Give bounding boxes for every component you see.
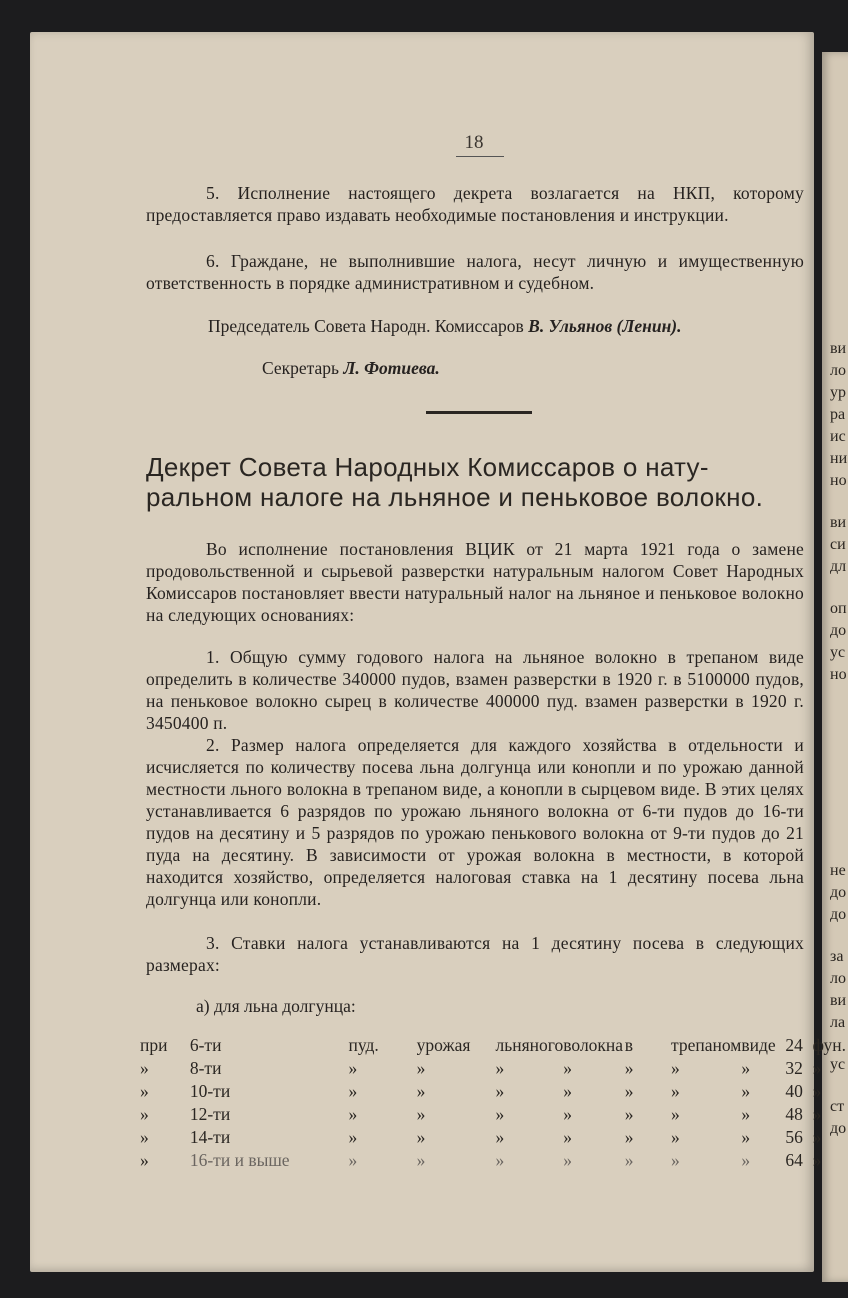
table-cell: » (348, 1104, 358, 1124)
adjacent-page-fragment: до (830, 884, 847, 901)
adjacent-page-fragment: ур (830, 384, 846, 401)
adjacent-page-fragment: ни (830, 450, 848, 467)
adjacent-page-fragment: оп (830, 600, 847, 617)
clause-1-paragraph: 1. Общую сумму годового налога на льняное волокно в трепаном виде определить в количестве 340000 пудов, взамен разверстки в 1920 г. в 5100000 пудов, на пеньковое волокно сырец в количестве 400000 пуд. взамен разверстки в 1920 г. 3450400 п. (146, 647, 804, 733)
table-cell: » (624, 1150, 634, 1170)
table-cell: » (495, 1104, 505, 1124)
table-cell: 40 (785, 1081, 803, 1101)
adjacent-page-fragment: ви (830, 340, 847, 357)
adjacent-page-fragment: дл (830, 558, 847, 575)
table-cell: 14-ти (189, 1127, 231, 1147)
table-cell: » (812, 1150, 822, 1170)
clause-2-paragraph: 2. Размер налога определяется для каждого хозяйства в отдельности и исчисляется по количеству посева льна долгунца или конопли и по урожаю данной местности льного волокна в трепаном виде, а конопли в сырцевом виде. В этих целях устанавливается 6 разрядов по урожаю льняного волокна от 6-ти пудов до 16-ти пудов на десятину и 5 разрядов по урожаю пенькового волокна от 9-ти пудов до 21 пуда на десятину. В зависимости от урожая волокна в местности, в которой находится хозяйство, определяется налоговая ставка на 1 десятину посева льна долгунца или конопли. (146, 735, 804, 909)
table-cell: » (140, 1127, 149, 1147)
table-cell: » (741, 1127, 751, 1147)
table-cell: » (624, 1104, 634, 1124)
table-cell: » (495, 1081, 505, 1101)
table-cell: » (563, 1127, 573, 1147)
adjacent-page-fragment: ви (830, 992, 847, 1009)
adjacent-page-fragment: ви (830, 514, 847, 531)
decree-heading (146, 452, 812, 512)
table-cell: » (140, 1081, 149, 1101)
table-cell: » (624, 1058, 634, 1078)
table-cell: » (348, 1058, 358, 1078)
page-number: 18 (464, 132, 484, 153)
table-cell: » (624, 1081, 634, 1101)
table-cell: » (563, 1081, 573, 1101)
heading-line-2: ральном налоге на льняное и пеньковое волокно. (146, 482, 764, 512)
table-cell: » (812, 1104, 822, 1124)
chairman-title: Председатель Совета Народн. Комиссаров (208, 316, 524, 336)
table-cell: » (348, 1081, 358, 1101)
table-cell: 12-ти (189, 1104, 231, 1124)
table-cell: » (671, 1081, 680, 1101)
table-cell: 32 (785, 1058, 803, 1078)
table-cell: » (741, 1081, 751, 1101)
paragraph-6: 6. Граждане, не выполнившие налога, несут личную и имущественную ответственность в порядке административном и судебном. (146, 251, 804, 293)
table-cell: » (812, 1081, 822, 1101)
table-cell: 64 (785, 1150, 803, 1170)
table-row (140, 1034, 848, 1057)
paragraph-5: 5. Исполнение настоящего декрета возлагается на НКП, которому предоставляется право издавать необходимые постановления и инструкции. (146, 183, 804, 225)
adjacent-page-fragment: ус (830, 1056, 846, 1073)
adjacent-page-fragment: ра (830, 406, 846, 423)
preamble-paragraph: Во исполнение постановления ВЦИК от 21 марта 1921 года о замене продовольственной и сырьевой разверстки натуральным налогом Совет Народных Комиссаров постановляет ввести натуральный налог на льняное и пеньковое волокно на следующих основаниях: (146, 539, 804, 625)
chairman-name: В. Ульянов (Ленин). (528, 316, 682, 336)
table-row (140, 1149, 848, 1172)
section-divider (426, 411, 532, 414)
table-cell: » (563, 1104, 573, 1124)
adjacent-page-fragment: ло (830, 362, 846, 379)
table-row (140, 1057, 848, 1080)
adjacent-page-fragment: ло (830, 970, 846, 987)
table-cell: 24 (785, 1035, 803, 1055)
table-cell: виде (741, 1035, 776, 1055)
adjacent-page-fragment: си (830, 536, 846, 553)
table-cell: » (741, 1104, 751, 1124)
secretary-title: Секретарь (262, 358, 340, 378)
table-cell: » (140, 1058, 149, 1078)
table-cell: » (671, 1150, 680, 1170)
table-cell: 56 (785, 1127, 803, 1147)
table-cell: » (624, 1127, 634, 1147)
adjacent-page-fragment: за (830, 948, 844, 965)
adjacent-page-fragment: ус (830, 644, 846, 661)
table-cell: » (348, 1127, 358, 1147)
table-cell: » (416, 1081, 426, 1101)
table-cell: урожая (416, 1035, 471, 1055)
table-cell: » (348, 1150, 358, 1170)
table-cell: » (140, 1150, 149, 1170)
table-cell: 16-ти и выше (189, 1150, 290, 1170)
table-cell: » (671, 1058, 680, 1078)
table-cell: при (140, 1035, 168, 1055)
table-cell: » (671, 1127, 680, 1147)
secretary-name: Л. Фотиева. (343, 358, 440, 378)
table-cell: » (416, 1127, 426, 1147)
table-cell: » (416, 1104, 426, 1124)
table-row (140, 1126, 848, 1149)
tax-rates-table (140, 1034, 848, 1172)
table-cell: » (741, 1150, 751, 1170)
table-cell: фун. (812, 1035, 847, 1055)
table-cell: льняного (495, 1035, 564, 1055)
adjacent-page-fragment: ст (830, 1098, 845, 1115)
table-cell: » (495, 1127, 505, 1147)
table-cell: » (495, 1150, 505, 1170)
table-cell: » (741, 1058, 751, 1078)
table-cell: 10-ти (189, 1081, 231, 1101)
table-cell: волокна (563, 1035, 624, 1055)
table-cell: в (624, 1035, 633, 1055)
adjacent-page-fragment: ис (830, 428, 846, 445)
adjacent-page-fragment: не (830, 862, 846, 879)
clause-3-paragraph: 3. Ставки налога устанавливаются на 1 десятину посева в следующих размерах: (146, 933, 804, 975)
signature-chairman (208, 316, 682, 337)
adjacent-page-fragment: но (830, 666, 847, 683)
table-cell: » (416, 1058, 426, 1078)
table-cell: 8-ти (189, 1058, 222, 1078)
table-cell: » (671, 1104, 680, 1124)
page-number-underline (456, 156, 504, 157)
heading-line-1: Декрет Совета Народных Комиссаров о нату- (146, 452, 709, 482)
adjacent-page-fragment: но (830, 472, 847, 489)
signature-secretary (262, 358, 440, 379)
adjacent-page-fragment: до (830, 906, 847, 923)
adjacent-page-fragment: до (830, 622, 847, 639)
table-cell: » (140, 1104, 149, 1124)
adjacent-page-fragment: до (830, 1120, 847, 1137)
table-cell: » (495, 1058, 505, 1078)
table-cell: пуд. (348, 1035, 379, 1055)
table-cell: » (563, 1058, 573, 1078)
table-row (140, 1080, 848, 1103)
adjacent-page-fragment: ла (830, 1014, 846, 1031)
table-cell: трепаном (671, 1035, 742, 1055)
table-cell: » (563, 1150, 573, 1170)
table-cell: 6-ти (189, 1035, 222, 1055)
table-cell: » (812, 1127, 822, 1147)
flax-subheading: а) для льна долгунца: (196, 996, 356, 1016)
table-cell: » (416, 1150, 426, 1170)
table-cell: 48 (785, 1104, 803, 1124)
table-row (140, 1103, 848, 1126)
table-cell: » (812, 1058, 822, 1078)
